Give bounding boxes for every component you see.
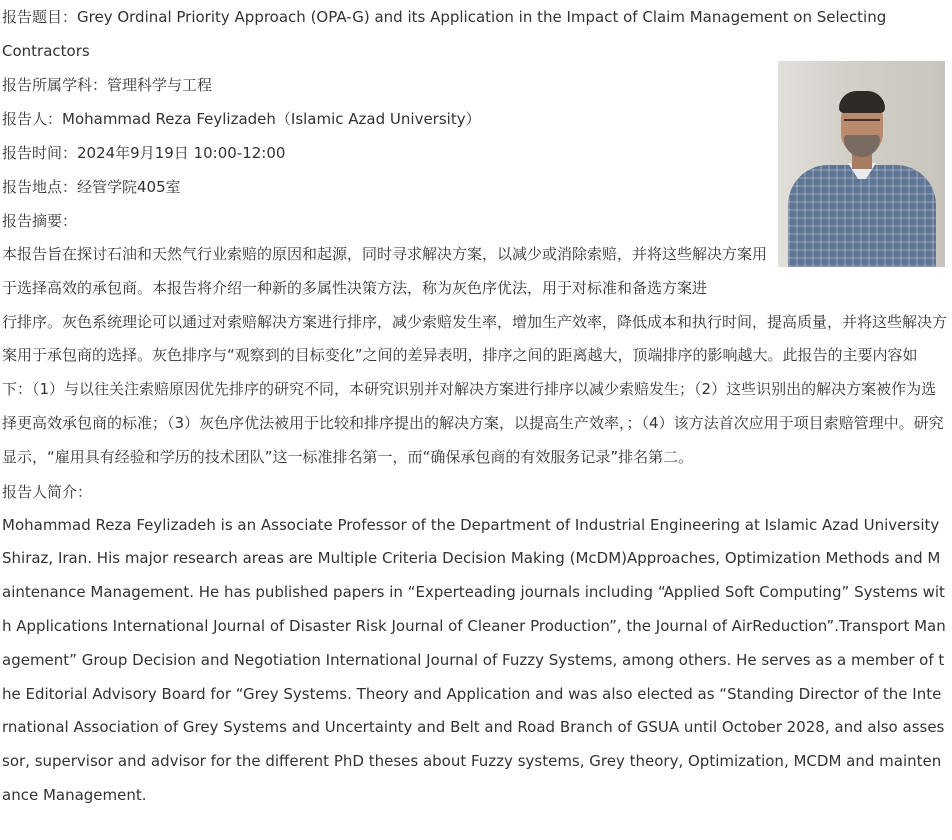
report-title-text: Grey Ordinal Priority Approach (OPA-G) and its Application in the Impact of Claim Management on Selecting: [77, 8, 887, 26]
report-title-continuation: Contractors: [2, 42, 90, 60]
report-discipline: 报告所属学科：管理科学与工程: [2, 76, 213, 94]
abstract-text: 行排序。灰色系统理论可以通过对索赔解决方案进行排序，减少索赔发生率，增加生产效率，降低成本和执行时间，提高质量，并将这些解决方案用于承包商的选择。灰色排序与“观察到的目标变化”之间的差异表明，排序之间的距离越大，顶端排序的影响越大。此报告的主要内容如下：（1）与以往关注索赔原因优先排序的研究不同，本研究识别并对解决方案进行排序以减少索赔发生；（2）这些识别出的解决方案被作为选择更高效承包商的标准；（3）灰色序优法被用于比较和排序提出的解决方案，以提高生产效率，；（4）该方法首次应用于项目索赔管理中。研究显示，“雇用具有经验和学历的技术团队”这一标准排名第一，而“确保承包商的有效服务记录”排名第二。: [2, 312, 948, 466]
abstract-heading: 报告摘要：: [2, 212, 78, 230]
bio-heading: 报告人简介：: [2, 482, 93, 501]
abstract-text-top: 本报告旨在探讨石油和天然气行业索赔的原因和起源，同时寻求解决方案，以减少或消除索赔，并将这些解决方案用于选择高效的承包商。本报告将介绍一种新的多属性决策方法，称为灰色序优法，用于对标准和备选方案进: [2, 245, 768, 297]
report-title-line: [2, 0, 947, 34]
report-time: 报告时间：2024年9月19日 10:00-12:00: [2, 144, 286, 162]
report-location: 报告地点：经管学院405室: [2, 178, 181, 196]
speaker-bio: Mohammad Reza Feylizadeh is an Associate Professor of the Department of Industrial Engineering at Islamic Azad University Shiraz, Iran. His major research areas are Multiple Criteria Decision Making (McDM)Approaches, Optimization Methods and Maintenance Management. He has published papers in “Experteading journals including “Applied Soft Computing” Systems with Applications International Journal of Disaster Risk Journal of Cleaner Production”, the Journal of AirReduction”.Transport Management” Group Decision and Negotiation International Journal of Fuzzy Systems, among others. He serves as a member of the Editorial Advisory Board for “Grey Systems. Theory and Application and was also elected as “Standing Director of the International Association of Grey Systems and Uncertainty and Belt and Road Branch of GSUA until October 2028, and also assessor, supervisor and advisor for the different PhD theses about Fuzzy systems, Grey theory, Optimization, MCDM and maintenance Management.: [2, 515, 946, 804]
report-title-label: 报告题目：: [2, 8, 78, 26]
speaker-photo: [778, 61, 945, 267]
report-speaker: 报告人：Mohammad Reza Feylizadeh（Islamic Azad University）: [2, 110, 481, 128]
